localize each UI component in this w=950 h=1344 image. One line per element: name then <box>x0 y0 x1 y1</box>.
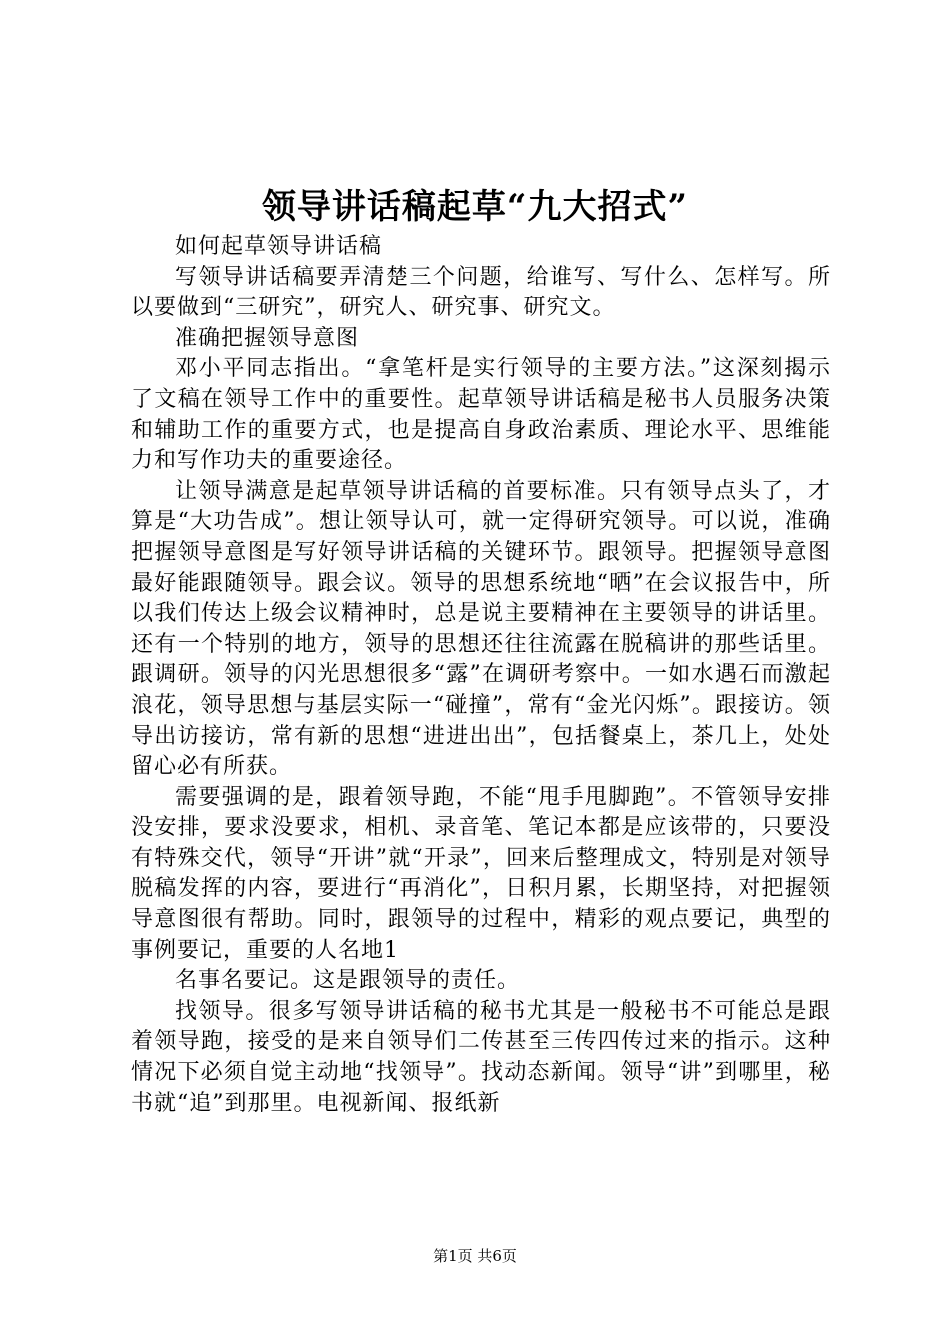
page-footer: 第1页 共6页 <box>433 1247 517 1265</box>
document-title: 领导讲话稿起草“九大招式” <box>261 187 689 227</box>
paragraph: 名事名要记。这是跟领导的责任。 <box>175 968 521 994</box>
document-body <box>131 232 831 1119</box>
paragraph: 写领导讲话稿要弄清楚三个问题，给谁写、写什么、怎样写。所以要做到“三研究”，研究人、研究事、研究文。 <box>131 264 831 321</box>
paragraph: 如何起草领导讲话稿 <box>175 234 383 259</box>
paragraph: 邓小平同志指出。“拿笔杆是实行领导的主要方法。”这深刻揭示了文稿在领导工作中的重要性。起草领导讲话稿是秘书人员服务决策和辅助工作的重要方式，也是提高自身政治素质、理论水平、思维能力和写作功夫的重要途径。 <box>131 356 831 474</box>
paragraph: 让领导满意是起草领导讲话稿的首要标准。只有领导点头了，才算是“大功告成”。想让领导认可，就一定得研究领导。可以说，准确把握领导意图是写好领导讲话稿的关键环节。跟领导。把握领导意图最好能跟随领导。跟会议。领导的思想系统地“晒”在会议报告中，所以我们传达上级会议精神时，总是说主要精神在主要领导的讲话里。还有一个特别的地方，领导的思想还往往流露在脱稿讲的那些话里。跟调研。领导的闪光思想很多“露”在调研考察中。一如水遇石而激起浪花，领导思想与基层实际一“碰撞”，常有“金光闪烁”。跟接访。领导出访接访，常有新的思想“进进出出”，包括餐桌上，茶几上，处处留心必有所获。 <box>131 478 831 780</box>
paragraph: 需要强调的是，跟着领导跑，不能“甩手甩脚跑”。不管领导安排没安排，要求没要求，相机、录音笔、笔记本都是应该带的，只要没有特殊交代，领导“开讲”就“开录”，回来后整理成文，特别是对领导脱稿发挥的内容，要进行“再消化”，日积月累，长期坚持，对把握领导意图很有帮助。同时，跟领导的过程中，精彩的观点要记，典型的事例要记，重要的人名地1 <box>131 784 831 963</box>
paragraph: 找领导。很多写领导讲话稿的秘书尤其是一般秘书不可能总是跟着领导跑，接受的是来自领导们二传甚至三传四传过来的指示。这种情况下必须自觉主动地“找领导”。找动态新闻。领导“讲”到哪里，秘书就“追”到那里。电视新闻、报纸新 <box>131 998 831 1116</box>
paragraph: 准确把握领导意图 <box>175 325 360 351</box>
